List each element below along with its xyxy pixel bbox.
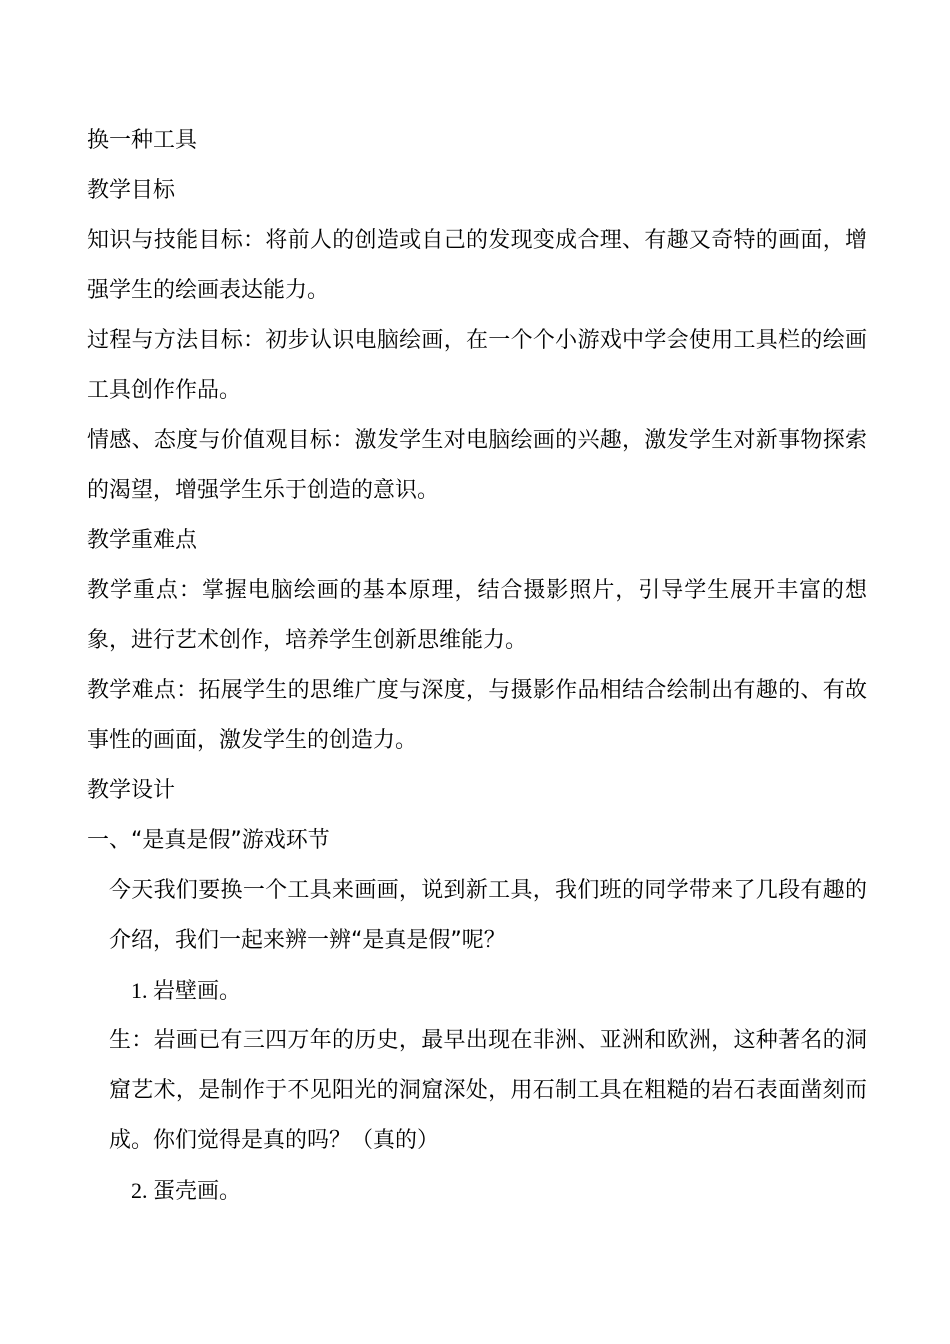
- document-title: 换一种工具: [87, 128, 198, 153]
- emotion-goal-paragraph: 情感、态度与价值观目标：激发学生对电脑绘画的兴趣，激发学生对新事物探索的渴望，增强学生乐于创造的意识。: [87, 428, 867, 503]
- process-goal-paragraph: 过程与方法目标：初步认识电脑绘画，在一个个小游戏中学会使用工具栏的绘画工具创作作品。: [87, 328, 867, 403]
- intro-paragraph: 今天我们要换一个工具来画画，说到新工具，我们班的同学带来了几段有趣的介绍，我们一起来辨一辨“是真是假”呢？: [109, 878, 867, 953]
- difficult-point-paragraph: 教学难点：拓展学生的思维广度与深度，与摄影作品相结合绘制出有趣的、有故事性的画面，激发学生的创造力。: [87, 678, 867, 753]
- list-item-rock-painting: 1. 岩壁画。: [131, 978, 242, 1003]
- design-heading: 教学设计: [87, 778, 176, 803]
- objectives-heading: 教学目标: [87, 178, 176, 203]
- part1-heading: 一、“是真是假”游戏环节: [87, 828, 330, 853]
- key-points-heading: 教学重难点: [87, 528, 198, 553]
- knowledge-goal-paragraph: 知识与技能目标：将前人的创造或自己的发现变成合理、有趣又奇特的画面，增强学生的绘画表达能力。: [87, 228, 867, 303]
- document-body: [87, 116, 867, 1216]
- student-answer-paragraph: 生：岩画已有三四万年的历史，最早出现在非洲、亚洲和欧洲，这种著名的洞窟艺术，是制作于不见阳光的洞窟深处，用石制工具在粗糙的岩石表面凿刻而成。你们觉得是真的吗？（真的）: [109, 1028, 867, 1153]
- key-point-paragraph: 教学重点：掌握电脑绘画的基本原理，结合摄影照片，引导学生展开丰富的想象，进行艺术创作，培养学生创新思维能力。: [87, 578, 867, 653]
- list-item-eggshell-painting: 2. 蛋壳画。: [131, 1178, 242, 1203]
